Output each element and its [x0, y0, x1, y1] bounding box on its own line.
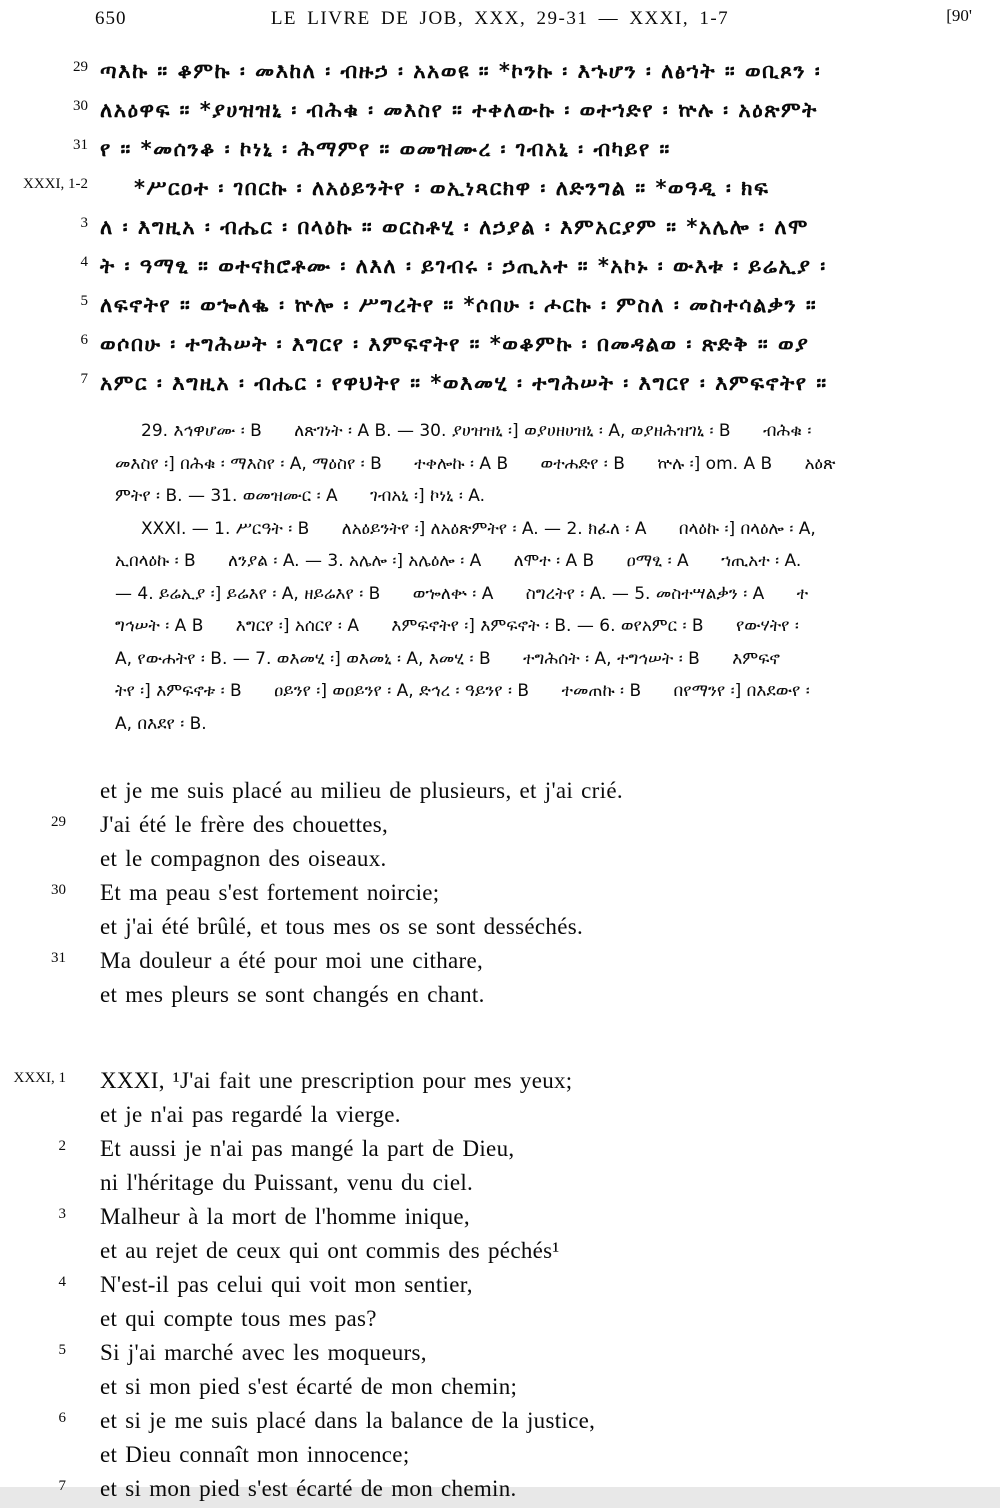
- geez-text-block: [0, 54, 1000, 405]
- translation-line: [0, 878, 1000, 912]
- translation-text: et qui compte tous mes pas?: [100, 1306, 377, 1331]
- translation-line: [0, 1304, 1000, 1338]
- verse-number: [0, 912, 100, 916]
- translation-text: Et aussi je n'ai pas mangé la part de Dieu,: [100, 1136, 515, 1161]
- translation-line: [0, 1168, 1000, 1202]
- geez-line: [0, 288, 1000, 327]
- folio-mark: [90': [946, 6, 972, 25]
- geez-verse-text: ለ ፡ እግዚአ ፡ ብሔር ፡ በላዕኩ ። ወርስቶሂ ፡ ለኃያል ፡ እምአርያም ። *አሌሎ ፡ ለሞ: [100, 215, 809, 239]
- geez-line: [0, 327, 1000, 366]
- geez-line: [0, 54, 1000, 93]
- translation-text: et mes pleurs se sont changés en chant.: [100, 982, 485, 1007]
- geez-line: [0, 210, 1000, 249]
- translation-text: Si j'ai marché avec les moqueurs,: [100, 1340, 427, 1365]
- translation-line: [0, 1236, 1000, 1270]
- geez-verse-text: ጣእኩ ። ቆምኩ ፡ መእከለ ፡ ብዙኃ ፡ አአወዩ ። *ኮንኩ ፡ እኁሆን ፡ ለፅኀት ። ወቢጾን ፡: [100, 59, 822, 83]
- translation-text: et j'ai été brûlé, et tous mes os se sont desséchés.: [100, 914, 584, 939]
- verse-number: [0, 1304, 100, 1308]
- translation-line: [0, 1134, 1000, 1168]
- geez-verse-text: ት ፡ ዓማፂ ። ወተናክሮቶሙ ፡ ለእለ ፡ ይገብሩ ፡ ኃጢአተ ። *አኮኑ ፡ ውእቱ ፡ ይሬኢያ ፡: [100, 254, 827, 278]
- verse-number: [0, 1236, 100, 1240]
- translation-line: [0, 912, 1000, 946]
- verse-number: 30: [51, 882, 66, 898]
- geez-line: [0, 132, 1000, 171]
- verse-number: 5: [58, 1342, 66, 1358]
- running-title: LE LIVRE DE JOB, XXX, 29-31 — XXXI, 1-7: [270, 8, 730, 29]
- geez-verse-text: ለአዕዋፍ ። *ያሀዝዝኒ ፡ ብሕቁ ፡ መእስየ ። ተቀለውኩ ፡ ወተኀድየ ፡ ኵሉ ፡ አዕጽምት: [100, 98, 818, 122]
- verse-number: 3: [80, 215, 88, 231]
- verse-number: [0, 1168, 100, 1172]
- apparatus-line: ምትየ ፡ B. — 31. ወመዝሙር ፡ A ገብአኒ ፡] ኮነኒ ፡ A.: [115, 486, 485, 506]
- verse-number: [0, 1372, 100, 1376]
- geez-verse-text: ወሶበሁ ፡ ተግሕሠት ፡ እግርየ ፡ እምፍኖትየ ። *ወቆምኩ ፡ በመዳልወ ፡ ጽድቅ ። ወያ: [100, 332, 810, 356]
- verse-number: 7: [80, 371, 88, 387]
- verse-number: 29: [51, 814, 66, 830]
- translation-line: [0, 1474, 1000, 1508]
- geez-line: [0, 171, 1000, 210]
- geez-line: [0, 366, 1000, 405]
- apparatus-line: — 4. ይሬኢያ ፡] ይሬእየ ፡ A, ዘይሬእየ ፡ B ወኈለቍ ፡ A ስግረትየ ፡ A. — 5. መስተሣልቃን ፡ A ተ: [115, 583, 809, 604]
- translation-text: et si mon pied s'est écarté de mon chemin;: [100, 1374, 518, 1399]
- verse-number: [0, 980, 100, 984]
- apparatus-line: ኢበላዕኩ ፡ B ለንያል ፡ A. — 3. አሌሎ ፡] አሌዕሎ ፡ A ለሞተ ፡ A B ዐማፂ ፡ A ኀጢአተ ፡ A.: [115, 551, 802, 571]
- verse-number: 31: [51, 950, 66, 966]
- translation-line: [0, 1440, 1000, 1474]
- translation-line: [0, 980, 1000, 1014]
- translation-line: [0, 1100, 1000, 1134]
- geez-verse-text: ለፍኖትየ ። ወኈለቈ ፡ ኵሎ ፡ ሥግረትየ ። *ሶበሁ ፡ ሖርኩ ፡ ምስለ ፡ መስተሳልቃን ።: [100, 293, 818, 317]
- verse-number: 6: [80, 332, 88, 348]
- translation-text: ni l'héritage du Puissant, venu du ciel.: [100, 1170, 474, 1195]
- translation-line: [0, 1338, 1000, 1372]
- page-header: [0, 0, 1000, 42]
- translation-text: et Dieu connaît mon innocence;: [100, 1442, 410, 1467]
- verse-number: 31: [73, 137, 88, 153]
- verse-number: 7: [58, 1478, 66, 1494]
- page-number: 650: [95, 8, 127, 29]
- verse-number: [0, 776, 100, 780]
- geez-line: [0, 249, 1000, 288]
- translation-text: XXXI, ¹J'ai fait une prescription pour mes yeux;: [100, 1068, 573, 1093]
- apparatus-line: A, የውሐትየ ፡ B. — 7. ወእመሂ ፡] ወእመኒ ፡ A, እመሂ ፡ B ተግሕሰት ፡ A, ተግኅሠት ፡ B እምፍኖ: [115, 648, 780, 669]
- french-translation-block: [0, 776, 1000, 1508]
- geez-line: [0, 93, 1000, 132]
- verse-number: 3: [58, 1206, 66, 1222]
- translation-text: et si je me suis placé dans la balance de la justice,: [100, 1408, 596, 1433]
- geez-verse-text: አምር ፡ እግዚአ ፡ ብሔር ፡ የዋህትየ ። *ወእመሂ ፡ ተግሕሠት ፡ እግርየ ፡ እምፍኖትየ ።: [100, 371, 828, 395]
- translation-text: et le compagnon des oiseaux.: [100, 846, 387, 871]
- verse-number: XXXI, 1-2: [23, 176, 88, 192]
- translation-text: et si mon pied s'est écarté de mon chemin.: [100, 1476, 517, 1501]
- geez-verse-text: *ሥርዐተ ፡ ገበርኩ ፡ ለአዕይንትየ ፡ ወኢነጻርክዋ ፡ ለድንግል ። *ወዓዲ ፡ ክፍ: [134, 176, 770, 200]
- apparatus-line: መእስየ ፡] በሕቁ ፡ ማእስየ ፡ A, ማዕስየ ፡ B ተቀሎኩ ፡ A B ወተሐድየ ፡ B ኵሉ ፡] om. A B አዕጽ: [115, 453, 836, 474]
- verse-number: [0, 844, 100, 848]
- verse-number: 6: [58, 1410, 66, 1426]
- translation-text: Ma douleur a été pour moi une cithare,: [100, 948, 484, 973]
- translation-line: [0, 810, 1000, 844]
- translation-line: [0, 1066, 1000, 1100]
- translation-text: Et ma peau s'est fortement noircie;: [100, 880, 440, 905]
- translation-text: Malheur à la mort de l'homme inique,: [100, 1204, 470, 1229]
- critical-apparatus: [115, 415, 984, 740]
- verse-number: XXXI, 1: [13, 1070, 66, 1086]
- verse-number: [0, 1440, 100, 1444]
- translation-line: [0, 1270, 1000, 1304]
- apparatus-line: 29. እኅዋሆሙ ፡ B ለጽገነት ፡ A B. — 30. ያሀዝዝኒ ፡] ወያሀዘሀዝኒ ፡ A, ወያዘሕዝገኒ ፡ B ብሕቁ ፡: [141, 421, 812, 441]
- apparatus-line: ግኅሠት ፡ A B እግርየ ፡] አሰርየ ፡ A እምፍኖትየ ፡] እምፍኖት ፡ B. — 6. ወየአምር ፡ B የውሃትየ ፡: [115, 616, 799, 636]
- verse-number: [0, 1100, 100, 1104]
- translation-line: [0, 1202, 1000, 1236]
- apparatus-line: XXXI. — 1. ሥርዓት ፡ B ለአዕይንትየ ፡] ለአዕጽምትየ ፡ A. — 2. ክፈለ ፡ A በላዕኩ ፡] በላዕሎ ፡ A,: [141, 518, 816, 539]
- translation-text: et je n'ai pas regardé la vierge.: [100, 1102, 401, 1127]
- translation-line: [0, 1406, 1000, 1440]
- verse-number: 29: [73, 59, 88, 75]
- apparatus-line: ትየ ፡] እምፍኖቱ ፡ B ዐይንየ ፡] ወዐይንየ ፡ A, ድኅረ ፡ ዓይንየ ፡ B ተመጠኩ ፡ B በየማንየ ፡] በእደውየ ፡: [115, 681, 810, 701]
- translation-line: [0, 946, 1000, 980]
- translation-line: [0, 776, 1000, 810]
- translation-text: et au rejet de ceux qui ont commis des péchés¹: [100, 1238, 560, 1263]
- verse-number: 2: [58, 1138, 66, 1154]
- translation-line: [0, 1372, 1000, 1406]
- verse-number: 5: [80, 293, 88, 309]
- translation-text: N'est-il pas celui qui voit mon sentier,: [100, 1272, 473, 1297]
- translation-text: et je me suis placé au milieu de plusieurs, et j'ai crié.: [100, 778, 623, 803]
- verse-number: 4: [58, 1274, 66, 1290]
- verse-number: 4: [80, 254, 88, 270]
- translation-line: [0, 844, 1000, 878]
- apparatus-line: A, በእደየ ፡ B.: [115, 713, 207, 734]
- translation-text: J'ai été le frère des chouettes,: [100, 812, 389, 837]
- geez-verse-text: የ ። *መሰንቆ ፡ ኮነኒ ፡ ሕማምየ ። ወመዝሙረ ፡ ገብአኒ ፡ ብካይየ ።: [100, 137, 671, 161]
- verse-number: 30: [73, 98, 88, 114]
